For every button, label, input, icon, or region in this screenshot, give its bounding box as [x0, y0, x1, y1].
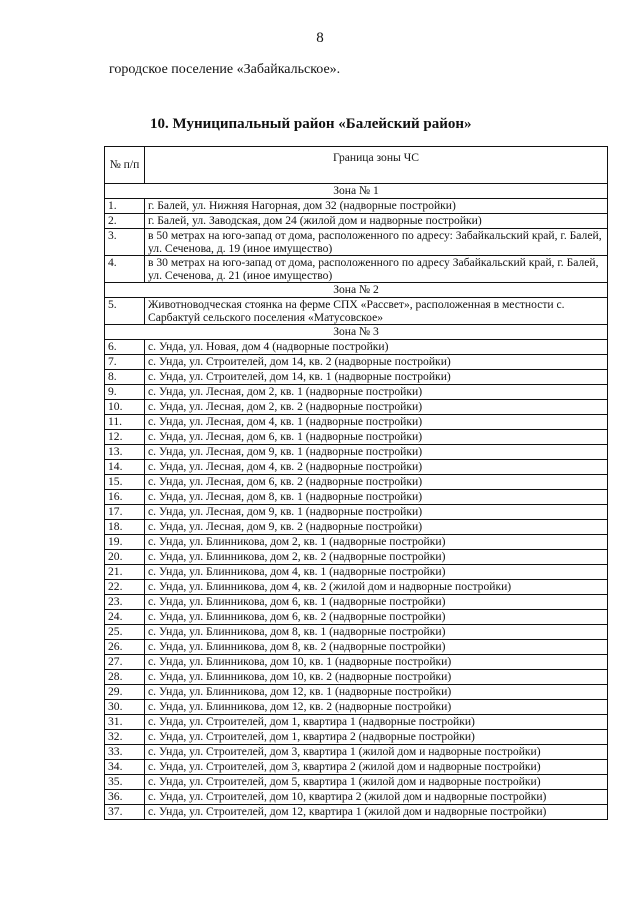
table-row [105, 298, 608, 325]
zone-label: Зона № 2 [105, 283, 608, 298]
table-row [105, 685, 608, 700]
table-row [105, 655, 608, 670]
row-number: 12. [105, 430, 145, 445]
table-row [105, 340, 608, 355]
table-row [105, 520, 608, 535]
row-number: 6. [105, 340, 145, 355]
row-number: 33. [105, 745, 145, 760]
boundary-description: с. Унда, ул. Лесная, дом 9, кв. 2 (надворные постройки) [145, 520, 608, 535]
boundary-description: Животноводческая стоянка на ферме СПХ «Рассвет», расположенная в местности с. Сарбактуй сельского поселения «Матусовское» [145, 298, 608, 325]
row-number: 24. [105, 610, 145, 625]
table-row [105, 790, 608, 805]
boundary-description: с. Унда, ул. Лесная, дом 2, кв. 1 (надворные постройки) [145, 385, 608, 400]
boundary-description: с. Унда, ул. Лесная, дом 2, кв. 2 (надворные постройки) [145, 400, 608, 415]
boundary-description: с. Унда, ул. Лесная, дом 6, кв. 2 (надворные постройки) [145, 475, 608, 490]
table-row [105, 385, 608, 400]
table-header-row [105, 147, 608, 184]
zone-row [105, 184, 608, 199]
row-number: 14. [105, 460, 145, 475]
table-row [105, 595, 608, 610]
boundary-description: с. Унда, ул. Лесная, дом 9, кв. 1 (надворные постройки) [145, 505, 608, 520]
table-row [105, 625, 608, 640]
row-number: 15. [105, 475, 145, 490]
boundary-description: г. Балей, ул. Нижняя Нагорная, дом 32 (надворные постройки) [145, 199, 608, 214]
table-row [105, 400, 608, 415]
row-number: 36. [105, 790, 145, 805]
table-row [105, 229, 608, 256]
table-row [105, 640, 608, 655]
table-row [105, 805, 608, 820]
row-number: 29. [105, 685, 145, 700]
table-row [105, 430, 608, 445]
row-number: 9. [105, 385, 145, 400]
boundary-description: с. Унда, ул. Блинникова, дом 6, кв. 1 (надворные постройки) [145, 595, 608, 610]
row-number: 10. [105, 400, 145, 415]
boundary-description: в 50 метрах на юго-запад от дома, расположенного по адресу: Забайкальский край, г. Балей, ул. Сеченова, д. 19 (иное имущество) [145, 229, 608, 256]
boundary-description: с. Унда, ул. Строителей, дом 3, квартира 1 (жилой дом и надворные постройки) [145, 745, 608, 760]
intro-line: городское поселение «Забайкальское». [109, 62, 341, 77]
table-row [105, 256, 608, 283]
boundary-description: с. Унда, ул. Блинникова, дом 2, кв. 2 (надворные постройки) [145, 550, 608, 565]
boundary-description: с. Унда, ул. Строителей, дом 10, квартира 2 (жилой дом и надворные постройки) [145, 790, 608, 805]
boundary-description: с. Унда, ул. Блинникова, дом 10, кв. 2 (надворные постройки) [145, 670, 608, 685]
boundary-description: с. Унда, ул. Блинникова, дом 12, кв. 1 (надворные постройки) [145, 685, 608, 700]
row-number: 22. [105, 580, 145, 595]
row-number: 23. [105, 595, 145, 610]
row-number: 16. [105, 490, 145, 505]
table-row [105, 760, 608, 775]
boundary-description: с. Унда, ул. Строителей, дом 12, квартира 1 (жилой дом и надворные постройки) [145, 805, 608, 820]
table-row [105, 490, 608, 505]
boundary-description: с. Унда, ул. Блинникова, дом 10, кв. 1 (надворные постройки) [145, 655, 608, 670]
row-number: 34. [105, 760, 145, 775]
boundary-description: с. Унда, ул. Новая, дом 4 (надворные постройки) [145, 340, 608, 355]
row-number: 19. [105, 535, 145, 550]
row-number: 35. [105, 775, 145, 790]
column-header-number: № п/п [105, 147, 145, 184]
page-number: 8 [316, 30, 324, 46]
table-row [105, 610, 608, 625]
boundary-description: с. Унда, ул. Строителей, дом 1, квартира 1 (надворные постройки) [145, 715, 608, 730]
boundary-description: с. Унда, ул. Блинникова, дом 6, кв. 2 (надворные постройки) [145, 610, 608, 625]
table-row [105, 475, 608, 490]
row-number: 2. [105, 214, 145, 229]
row-number: 25. [105, 625, 145, 640]
row-number: 13. [105, 445, 145, 460]
boundary-description: с. Унда, ул. Блинникова, дом 2, кв. 1 (надворные постройки) [145, 535, 608, 550]
boundary-description: с. Унда, ул. Строителей, дом 14, кв. 2 (надворные постройки) [145, 355, 608, 370]
table-row [105, 505, 608, 520]
row-number: 37. [105, 805, 145, 820]
table-row [105, 460, 608, 475]
row-number: 30. [105, 700, 145, 715]
row-number: 1. [105, 199, 145, 214]
boundary-description: с. Унда, ул. Лесная, дом 6, кв. 1 (надворные постройки) [145, 430, 608, 445]
table-row [105, 730, 608, 745]
row-number: 28. [105, 670, 145, 685]
table-row [105, 370, 608, 385]
table-body [105, 184, 608, 820]
row-number: 27. [105, 655, 145, 670]
row-number: 21. [105, 565, 145, 580]
row-number: 8. [105, 370, 145, 385]
boundary-description: с. Унда, ул. Строителей, дом 1, квартира 2 (надворные постройки) [145, 730, 608, 745]
table-row [105, 550, 608, 565]
table-row [105, 670, 608, 685]
table-row [105, 745, 608, 760]
row-number: 32. [105, 730, 145, 745]
row-number: 3. [105, 229, 145, 256]
boundary-description: с. Унда, ул. Блинникова, дом 12, кв. 2 (надворные постройки) [145, 700, 608, 715]
zone-label: Зона № 1 [105, 184, 608, 199]
table-row [105, 415, 608, 430]
row-number: 5. [105, 298, 145, 325]
table-row [105, 580, 608, 595]
table-row [105, 700, 608, 715]
boundary-description: с. Унда, ул. Лесная, дом 8, кв. 1 (надворные постройки) [145, 490, 608, 505]
table-row [105, 445, 608, 460]
boundary-description: с. Унда, ул. Лесная, дом 9, кв. 1 (надворные постройки) [145, 445, 608, 460]
table-row [105, 565, 608, 580]
table-row [105, 214, 608, 229]
zone-row [105, 283, 608, 298]
boundary-description: с. Унда, ул. Строителей, дом 3, квартира 2 (жилой дом и надворные постройки) [145, 760, 608, 775]
table-row [105, 535, 608, 550]
boundary-description: с. Унда, ул. Строителей, дом 5, квартира 1 (жилой дом и надворные постройки) [145, 775, 608, 790]
boundary-description: с. Унда, ул. Блинникова, дом 4, кв. 1 (надворные постройки) [145, 565, 608, 580]
table-row [105, 199, 608, 214]
row-number: 20. [105, 550, 145, 565]
table-row [105, 355, 608, 370]
column-header-boundary: Граница зоны ЧС [145, 147, 608, 184]
table-row [105, 775, 608, 790]
zone-row [105, 325, 608, 340]
row-number: 17. [105, 505, 145, 520]
zone-label: Зона № 3 [105, 325, 608, 340]
boundary-description: с. Унда, ул. Блинникова, дом 8, кв. 1 (надворные постройки) [145, 625, 608, 640]
boundary-description: с. Унда, ул. Лесная, дом 4, кв. 1 (надворные постройки) [145, 415, 608, 430]
boundary-description: с. Унда, ул. Лесная, дом 4, кв. 2 (надворные постройки) [145, 460, 608, 475]
section-heading: 10. Муниципальный район «Балейский район» [150, 116, 472, 132]
row-number: 7. [105, 355, 145, 370]
row-number: 18. [105, 520, 145, 535]
row-number: 26. [105, 640, 145, 655]
boundary-description: с. Унда, ул. Строителей, дом 14, кв. 1 (надворные постройки) [145, 370, 608, 385]
boundary-description: с. Унда, ул. Блинникова, дом 4, кв. 2 (жилой дом и надворные постройки) [145, 580, 608, 595]
emergency-zones-table [104, 146, 608, 820]
boundary-description: г. Балей, ул. Заводская, дом 24 (жилой дом и надворные постройки) [145, 214, 608, 229]
row-number: 4. [105, 256, 145, 283]
table-row [105, 715, 608, 730]
row-number: 31. [105, 715, 145, 730]
boundary-description: в 30 метрах на юго-запад от дома, расположенного по адресу Забайкальский край, г. Балей, ул. Сеченова, д. 21 (иное имущество) [145, 256, 608, 283]
row-number: 11. [105, 415, 145, 430]
boundary-description: с. Унда, ул. Блинникова, дом 8, кв. 2 (надворные постройки) [145, 640, 608, 655]
